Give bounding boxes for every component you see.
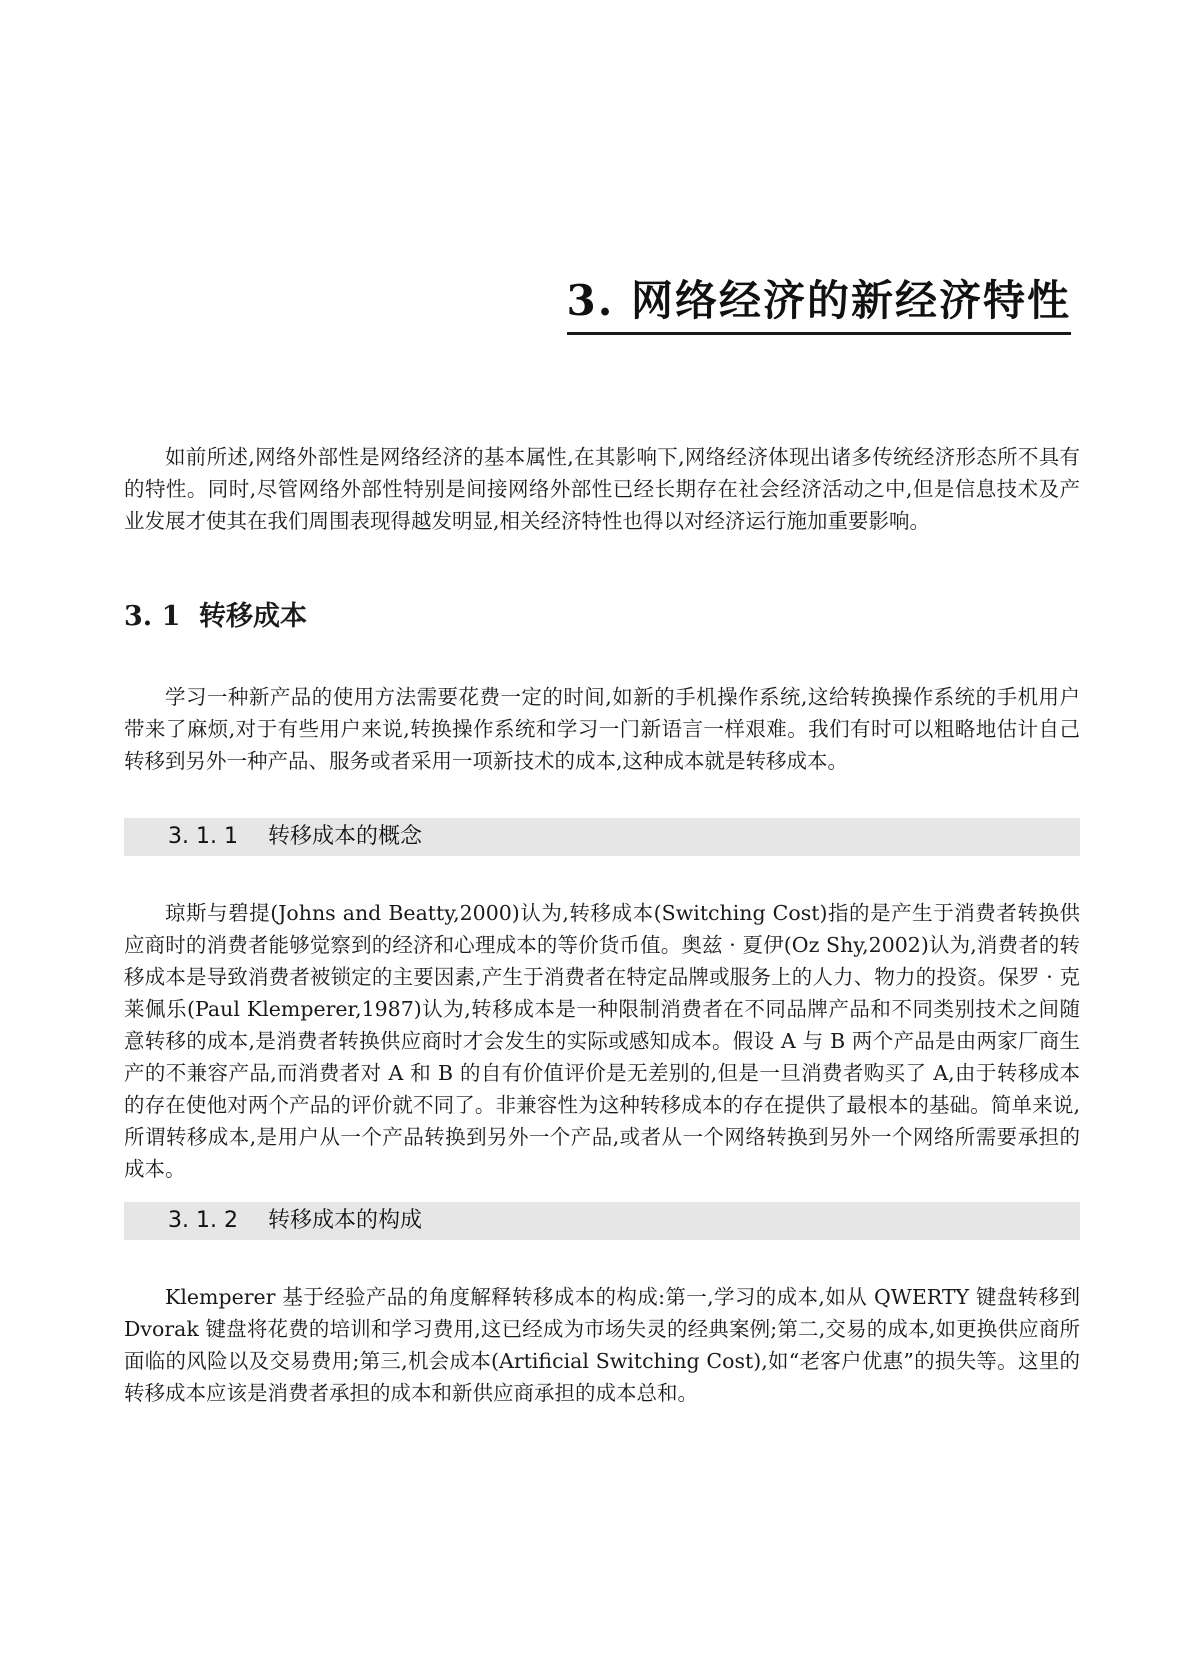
subsection-number: 3. 1. 2: [168, 1208, 238, 1233]
section-title: 转移成本: [199, 601, 307, 632]
subsection-3-1-2-paragraph: Klemperer 基于经验产品的角度解释转移成本的构成:第一,学习的成本,如从 QWERTY 键盘转移到 Dvorak 键盘将花费的培训和学习费用,这已经成为市场失灵的经典案例;第二,交易的成本,如更换供应商所面临的风险以及交易费用;第三,机会成本(Artificial Switching Cost),如“老客户优惠”的损失等。这里的转移成本应该是消费者承担的成本和新供应商承担的成本总和。: [124, 1284, 1080, 1405]
subsection-3-1-1-paragraph: 琼斯与碧提(Johns and Beatty,2000)认为,转移成本(Switching Cost)指的是产生于消费者转换供应商时的消费者能够觉察到的经济和心理成本的等价货币值。奥兹 · 夏伊(Oz Shy,2002)认为,消费者的转移成本是导致消费者被锁定的主要因素,产生于消费者在特定品牌或服务上的人力、物力的投资。保罗 · 克莱佩乐(Paul Klemperer,1987)认为,转移成本是一种限制消费者在不同品牌产品和不同类别技术之间随意转移的成本,是消费者转换供应商时才会发生的实际或感知成本。假设 A 与 B 两个产品是由两家厂商生产的不兼容产品,而消费者对 A 和 B 的自有价值评价是无差别的,但是一旦消费者购买了 A,由于转移成本的存在使他对两个产品的评价就不同了。非兼容性为这种转移成本的存在提供了最根本的基础。简单来说,所谓转移成本,是用户从一个产品转换到另外一个产品,或者从一个网络转换到另外一个网络所需要承担的成本。: [124, 900, 1080, 1181]
chapter-title: 3. 网络经济的新经济特性: [567, 268, 1071, 335]
subsection-title: 转移成本的概念: [268, 824, 423, 849]
section-number: 3. 1: [124, 601, 181, 632]
subsection-number: 3. 1. 1: [168, 824, 238, 849]
intro-paragraph: 如前所述,网络外部性是网络经济的基本属性,在其影响下,网络经济体现出诸多传统经济形态所不具有的特性。同时,尽管网络外部性特别是间接网络外部性已经长期存在社会经济活动之中,但是信息技术及产业发展才使其在我们周围表现得越发明显,相关经济特性也得以对经济运行施加重要影响。: [124, 444, 1080, 533]
subsection-title: 转移成本的构成: [268, 1208, 423, 1233]
section-heading-3-1: [124, 594, 307, 633]
subsection-heading-3-1-1: [124, 818, 1080, 856]
subsection-heading-3-1-2: [124, 1202, 1080, 1240]
section-3-1-paragraph: 学习一种新产品的使用方法需要花费一定的时间,如新的手机操作系统,这给转换操作系统的手机用户带来了麻烦,对于有些用户来说,转换操作系统和学习一门新语言一样艰难。我们有时可以粗略地估计自己转移到另外一种产品、服务或者采用一项新技术的成本,这种成本就是转移成本。: [124, 684, 1080, 773]
